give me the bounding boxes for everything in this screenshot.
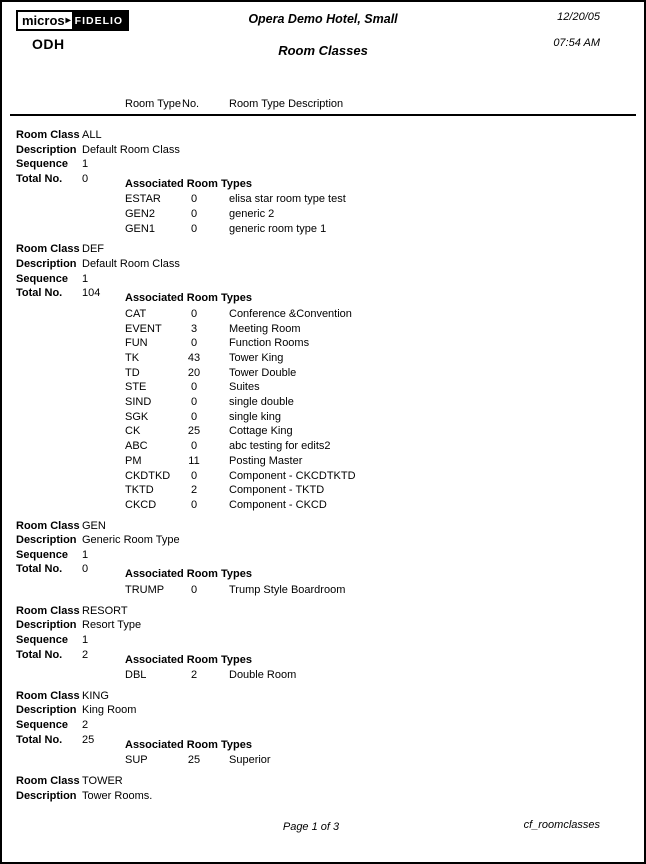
room-type-count: 11 xyxy=(188,454,200,467)
room-type-row xyxy=(125,351,630,366)
room-class-label: Room Class xyxy=(16,243,80,256)
room-type-count: 0 xyxy=(190,584,198,597)
report-id: cf_roomclasses xyxy=(523,819,600,831)
room-class-list xyxy=(16,128,630,809)
room-type-code: EVENT xyxy=(125,322,162,335)
property-code: ODH xyxy=(32,36,65,52)
hotel-name: Opera Demo Hotel, Small xyxy=(248,12,398,26)
room-type-list xyxy=(16,307,630,513)
total-no-value: 0 xyxy=(82,563,89,576)
room-class-row xyxy=(16,689,630,704)
room-class-label: Room Class xyxy=(16,689,80,702)
room-class-value: GEN xyxy=(82,519,106,532)
room-type-description: Tower Double xyxy=(229,366,297,379)
room-type-row xyxy=(125,366,630,381)
room-type-row xyxy=(125,439,630,454)
room-type-list xyxy=(16,583,630,598)
column-header-no: No. xyxy=(182,98,200,110)
room-type-count: 0 xyxy=(190,440,198,453)
room-type-code: TD xyxy=(125,366,140,379)
sequence-value: 1 xyxy=(82,158,89,171)
column-header-room-type-description: Room Type Description xyxy=(229,98,344,110)
room-type-row xyxy=(125,192,630,207)
associated-room-types-header: Associated Room Types xyxy=(125,738,252,751)
room-type-row xyxy=(125,424,630,439)
room-type-count: 0 xyxy=(190,396,198,409)
sequence-row xyxy=(16,157,630,172)
total-no-label: Total No. xyxy=(16,287,63,300)
room-type-code: GEN1 xyxy=(125,222,155,235)
report-title: Room Classes xyxy=(278,43,368,58)
logo-micros-text: micros xyxy=(18,12,66,29)
description-row xyxy=(16,618,630,633)
room-type-count: 2 xyxy=(190,669,198,682)
description-value: Default Room Class xyxy=(82,258,180,271)
associated-room-types-header: Associated Room Types xyxy=(125,292,252,305)
room-type-description: Conference &Convention xyxy=(229,307,352,320)
room-type-count: 2 xyxy=(190,484,198,497)
associated-room-types-header: Associated Room Types xyxy=(125,177,252,190)
sequence-label: Sequence xyxy=(16,158,68,171)
description-row xyxy=(16,143,630,158)
room-class-value: RESORT xyxy=(82,604,128,617)
room-class-block xyxy=(16,604,630,683)
total-no-value: 0 xyxy=(82,172,89,185)
description-value: Resort Type xyxy=(82,619,142,632)
associated-room-types-header: Associated Room Types xyxy=(125,653,252,666)
sequence-value: 1 xyxy=(82,548,89,561)
room-type-row xyxy=(125,395,630,410)
room-type-description: Function Rooms xyxy=(229,337,310,350)
description-row xyxy=(16,533,630,548)
total-no-value: 2 xyxy=(82,648,89,661)
room-class-label: Room Class xyxy=(16,604,80,617)
room-type-row xyxy=(125,583,630,598)
room-type-row xyxy=(125,454,630,469)
description-label: Description xyxy=(16,704,77,717)
room-type-description: single king xyxy=(229,410,281,423)
room-class-row xyxy=(16,519,630,534)
room-type-count: 25 xyxy=(187,754,201,767)
room-type-row xyxy=(125,380,630,395)
room-type-code: TKTD xyxy=(125,484,154,497)
room-class-row xyxy=(16,128,630,143)
total-no-row xyxy=(16,172,630,190)
room-class-value: ALL xyxy=(82,129,102,141)
room-class-label: Room Class xyxy=(16,129,80,141)
room-class-block xyxy=(16,774,630,803)
sequence-label: Sequence xyxy=(16,272,68,285)
room-type-count: 0 xyxy=(190,381,198,394)
room-type-count: 0 xyxy=(190,410,198,423)
room-type-description: Component - TKTD xyxy=(229,484,325,497)
room-class-block xyxy=(16,128,630,236)
room-type-row xyxy=(125,410,630,425)
room-type-list xyxy=(16,192,630,236)
room-class-block xyxy=(16,519,630,598)
description-label: Description xyxy=(16,143,77,156)
description-label: Description xyxy=(16,789,77,802)
print-time: 07:54 AM xyxy=(553,37,600,49)
room-type-count: 20 xyxy=(187,366,201,379)
description-value: Tower Rooms. xyxy=(82,789,153,802)
total-no-label: Total No. xyxy=(16,648,63,661)
description-value: Generic Room Type xyxy=(82,534,180,547)
description-label: Description xyxy=(16,258,77,271)
room-type-description: Suites xyxy=(229,381,260,394)
room-type-code: TRUMP xyxy=(125,584,165,597)
print-date: 12/20/05 xyxy=(557,11,600,23)
room-type-code: FUN xyxy=(125,337,148,350)
total-no-value: 25 xyxy=(82,733,95,746)
room-type-code: CKDTKD xyxy=(125,469,171,482)
sequence-value: 2 xyxy=(82,719,89,732)
room-type-description: Double Room xyxy=(229,669,297,682)
room-type-row xyxy=(125,207,630,222)
room-class-value: KING xyxy=(82,689,109,702)
room-type-count: 0 xyxy=(190,337,198,350)
room-type-row xyxy=(125,668,630,683)
room-class-value: DEF xyxy=(82,243,104,256)
room-type-count: 0 xyxy=(190,307,198,320)
description-label: Description xyxy=(16,534,77,547)
room-type-description: single double xyxy=(229,396,294,409)
total-no-label: Total No. xyxy=(16,172,63,185)
room-class-label: Room Class xyxy=(16,774,80,787)
column-header-room-type: Room Type xyxy=(125,98,182,110)
room-type-code: SUP xyxy=(125,754,148,767)
description-row xyxy=(16,703,630,718)
total-no-value: 104 xyxy=(82,287,101,300)
room-type-row xyxy=(125,307,630,322)
room-class-row xyxy=(16,242,630,257)
room-type-code: GEN2 xyxy=(125,208,155,221)
total-no-row xyxy=(16,648,630,666)
column-headers xyxy=(16,98,630,110)
total-no-row xyxy=(16,562,630,581)
room-type-code: ESTAR xyxy=(125,193,161,206)
room-type-row xyxy=(125,336,630,351)
room-type-count: 0 xyxy=(190,208,198,221)
room-type-description: elisa star room type test xyxy=(229,193,346,206)
room-type-count: 43 xyxy=(187,351,201,364)
room-type-code: DBL xyxy=(125,669,147,682)
room-type-description: Meeting Room xyxy=(229,322,301,335)
room-type-count: 0 xyxy=(190,469,198,482)
room-type-row xyxy=(125,483,630,498)
sequence-value: 1 xyxy=(82,633,89,646)
room-type-code: TK xyxy=(125,351,140,364)
total-no-label: Total No. xyxy=(16,733,63,746)
room-type-row xyxy=(125,469,630,484)
room-type-row xyxy=(125,753,630,768)
room-type-description: Superior xyxy=(229,754,271,767)
sequence-label: Sequence xyxy=(16,633,68,646)
room-type-code: CAT xyxy=(125,307,147,320)
room-type-description: generic 2 xyxy=(229,208,275,221)
room-type-description: Trump Style Boardroom xyxy=(229,584,346,597)
sequence-row xyxy=(16,548,630,563)
room-class-block xyxy=(16,689,630,768)
room-type-count: 0 xyxy=(190,499,198,511)
sequence-label: Sequence xyxy=(16,719,68,732)
sequence-label: Sequence xyxy=(16,548,68,561)
description-value: King Room xyxy=(82,704,137,717)
description-value: Default Room Class xyxy=(82,143,180,156)
description-row xyxy=(16,789,630,804)
description-label: Description xyxy=(16,619,77,632)
room-type-code: SGK xyxy=(125,410,149,423)
header-rule xyxy=(10,114,636,116)
room-type-description: generic room type 1 xyxy=(229,222,327,235)
page-number: Page 1 of 3 xyxy=(282,821,340,833)
room-type-description: Tower King xyxy=(229,351,284,364)
room-type-count: 0 xyxy=(190,222,198,235)
room-type-code: ABC xyxy=(125,440,148,453)
sequence-value: 1 xyxy=(82,272,89,285)
sequence-row xyxy=(16,718,630,733)
room-type-row xyxy=(125,222,630,237)
logo-fidelio-text: FIDELIO xyxy=(72,12,127,29)
room-type-list xyxy=(16,753,630,768)
total-no-label: Total No. xyxy=(16,563,63,576)
room-type-code: CKCD xyxy=(125,499,157,511)
room-class-block xyxy=(16,242,630,512)
total-no-row xyxy=(16,286,630,305)
room-type-code: SIND xyxy=(125,396,152,409)
room-type-count: 25 xyxy=(187,425,201,438)
room-type-description: Component - CKCDTKTD xyxy=(229,469,356,482)
associated-room-types-header: Associated Room Types xyxy=(125,568,252,581)
sequence-row xyxy=(16,633,630,648)
logo-arrow-icon: ▸ xyxy=(65,15,71,26)
room-type-code: PM xyxy=(125,454,142,467)
room-type-count: 3 xyxy=(190,322,198,335)
room-type-description: Cottage King xyxy=(229,425,293,438)
room-class-row xyxy=(16,774,630,789)
room-type-description: Component - CKCD xyxy=(229,499,327,511)
room-type-row xyxy=(125,322,630,337)
room-type-description: abc testing for edits2 xyxy=(229,440,331,453)
total-no-row xyxy=(16,733,630,751)
room-type-row xyxy=(125,498,630,513)
room-type-count: 0 xyxy=(190,193,198,206)
room-type-code: STE xyxy=(125,381,147,394)
room-type-code: CK xyxy=(125,425,141,438)
sequence-row xyxy=(16,272,630,287)
description-row xyxy=(16,257,630,272)
room-type-list xyxy=(16,668,630,683)
room-class-label: Room Class xyxy=(16,519,80,532)
room-class-row xyxy=(16,604,630,619)
room-type-description: Posting Master xyxy=(229,454,303,467)
room-class-value: TOWER xyxy=(82,774,123,787)
